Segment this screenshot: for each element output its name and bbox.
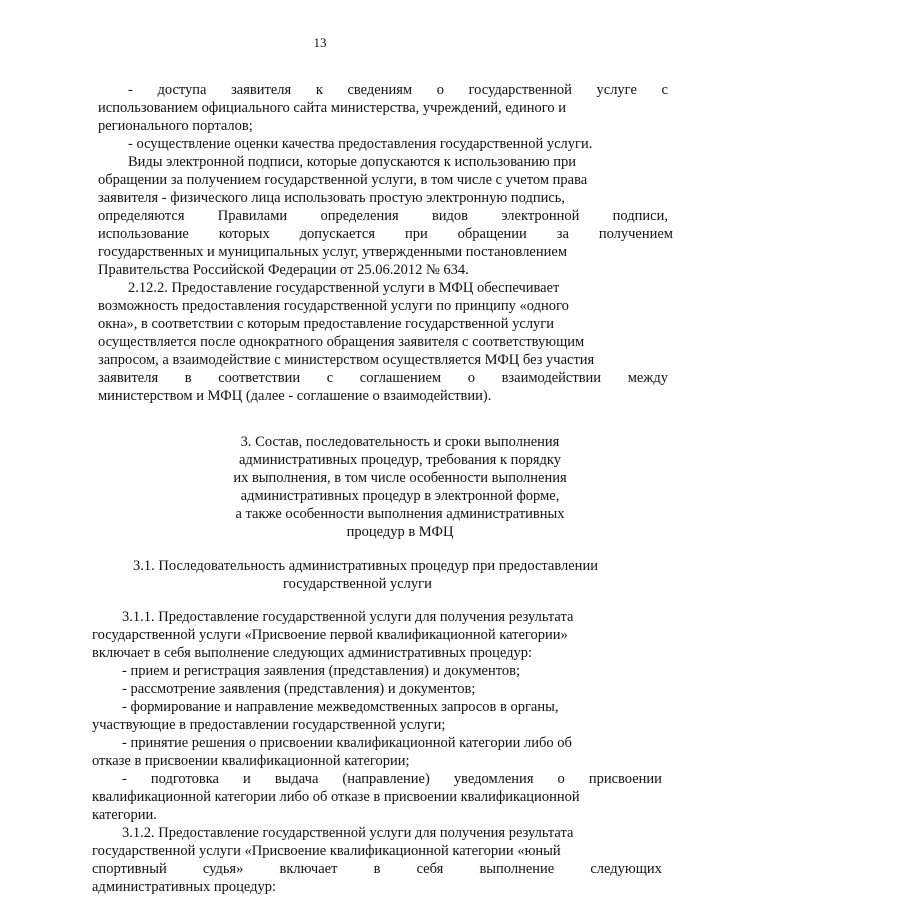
section-heading: их выполнения, в том числе особенности выполнения [233, 470, 567, 486]
section-heading: процедур в МФЦ [346, 524, 454, 540]
subsection-heading: государственной услуги [283, 576, 432, 592]
word: - [128, 82, 133, 98]
section-heading: административных процедур, требования к порядку [238, 452, 562, 468]
text-line: участвующие в предоставлении государственной услуги; [92, 717, 446, 733]
word: выдача [274, 771, 319, 787]
word: спортивный [92, 861, 167, 877]
text-line: категории. [92, 807, 157, 823]
word: соответствии [218, 370, 301, 386]
word: и [243, 771, 251, 787]
word: видов [431, 208, 469, 224]
text-line: - рассмотрение заявления (представления) и документов; [122, 681, 476, 697]
word: доступа [157, 82, 207, 98]
text-line [122, 770, 662, 788]
word: выполнение [479, 861, 555, 877]
word: между [627, 370, 668, 386]
text-line: государственных и муниципальных услуг, утвержденными постановлением [98, 244, 567, 260]
text-line: - осуществление оценки качества предоставления государственной услуги. [128, 136, 593, 152]
word: соглашением [359, 370, 442, 386]
word: заявителя [231, 82, 292, 98]
text-line: регионального порталов; [98, 118, 253, 134]
word: себя [416, 861, 444, 877]
text-line [98, 369, 668, 387]
word: использование [98, 226, 189, 242]
text-line: отказе в присвоении квалификационной категории; [92, 753, 410, 769]
text-line: Виды электронной подписи, которые допускаются к использованию при [128, 154, 577, 170]
text-line [128, 81, 668, 99]
word: - [122, 771, 127, 787]
word: о [467, 370, 475, 386]
word: взаимодействии [501, 370, 602, 386]
text-line: включает в себя выполнение следующих административных процедур: [92, 645, 532, 661]
text-line: 2.12.2. Предоставление государственной услуги в МФЦ обеспечивает [128, 280, 560, 296]
text-line [98, 225, 673, 243]
text-line: возможность предоставления государственной услуги по принципу «одного [98, 298, 569, 314]
word: в [184, 370, 192, 386]
page-number: 13 [313, 35, 327, 50]
text-line: 3.1.2. Предоставление государственной услуги для получения результата [122, 825, 574, 841]
section-heading: 3. Состав, последовательность и сроки выполнения [240, 434, 560, 450]
word: в [373, 861, 381, 877]
word: сведениям [347, 82, 413, 98]
text-line: окна», в соответствии с которым предоставление государственной услуги [98, 316, 555, 332]
word: к [315, 82, 323, 98]
word: о [436, 82, 444, 98]
text-line: государственной услуги «Присвоение квалификационной категории «юный [92, 843, 561, 859]
word: которых [218, 226, 270, 242]
text-line: - принятие решения о присвоении квалификационной категории либо об [122, 735, 572, 751]
word: заявителя [98, 370, 159, 386]
text-line: обращении за получением государственной услуги, в том числе с учетом права [98, 172, 588, 188]
text-line: Правительства Российской Федерации от 25.06.2012 № 634. [98, 262, 469, 278]
text-line [98, 207, 668, 225]
word: электронной [501, 208, 580, 224]
word: получением [598, 226, 673, 242]
section-heading: а также особенности выполнения административных [235, 506, 565, 522]
text-line: заявителя - физического лица использовать простую электронную подпись, [98, 190, 566, 206]
text-line: квалификационной категории либо об отказе в присвоении квалификационной [92, 789, 580, 805]
text-line: запросом, а взаимодействие с министерством осуществляется МФЦ без участия [98, 352, 595, 368]
text-line [92, 860, 662, 878]
word: подписи, [612, 208, 668, 224]
word: присвоении [588, 771, 662, 787]
text-line: административных процедур: [92, 879, 277, 895]
word: включает [279, 861, 338, 877]
word: (направление) [342, 771, 430, 787]
text-line: - формирование и направление межведомственных запросов в органы, [122, 699, 559, 715]
word: с [661, 82, 668, 98]
word: уведомления [453, 771, 534, 787]
word: следующих [590, 861, 662, 877]
subsection-heading: 3.1. Последовательность административных процедур при предоставлении [133, 558, 598, 574]
section-heading: административных процедур в электронной форме, [240, 488, 560, 504]
text-line: министерством и МФЦ (далее - соглашение о взаимодействии). [98, 388, 492, 404]
word: определения [320, 208, 399, 224]
word: Правилами [217, 208, 288, 224]
word: обращении [457, 226, 527, 242]
word: о [557, 771, 565, 787]
text-line: - прием и регистрация заявления (представления) и документов; [122, 663, 521, 679]
text-line: использованием официального сайта министерства, учреждений, единого и [98, 100, 567, 116]
text-line: 3.1.1. Предоставление государственной услуги для получения результата [122, 609, 574, 625]
word: допускается [299, 226, 376, 242]
text-line: государственной услуги «Присвоение первой квалификационной категории» [92, 627, 568, 643]
word: подготовка [150, 771, 219, 787]
word: при [404, 226, 428, 242]
word: с [326, 370, 334, 386]
word: судья» [202, 861, 244, 877]
word: определяются [98, 208, 185, 224]
word: государственной [468, 82, 572, 98]
word: услуге [596, 82, 637, 98]
text-line: осуществляется после однократного обращения заявителя с соответствующим [98, 334, 585, 350]
word: за [556, 226, 569, 242]
